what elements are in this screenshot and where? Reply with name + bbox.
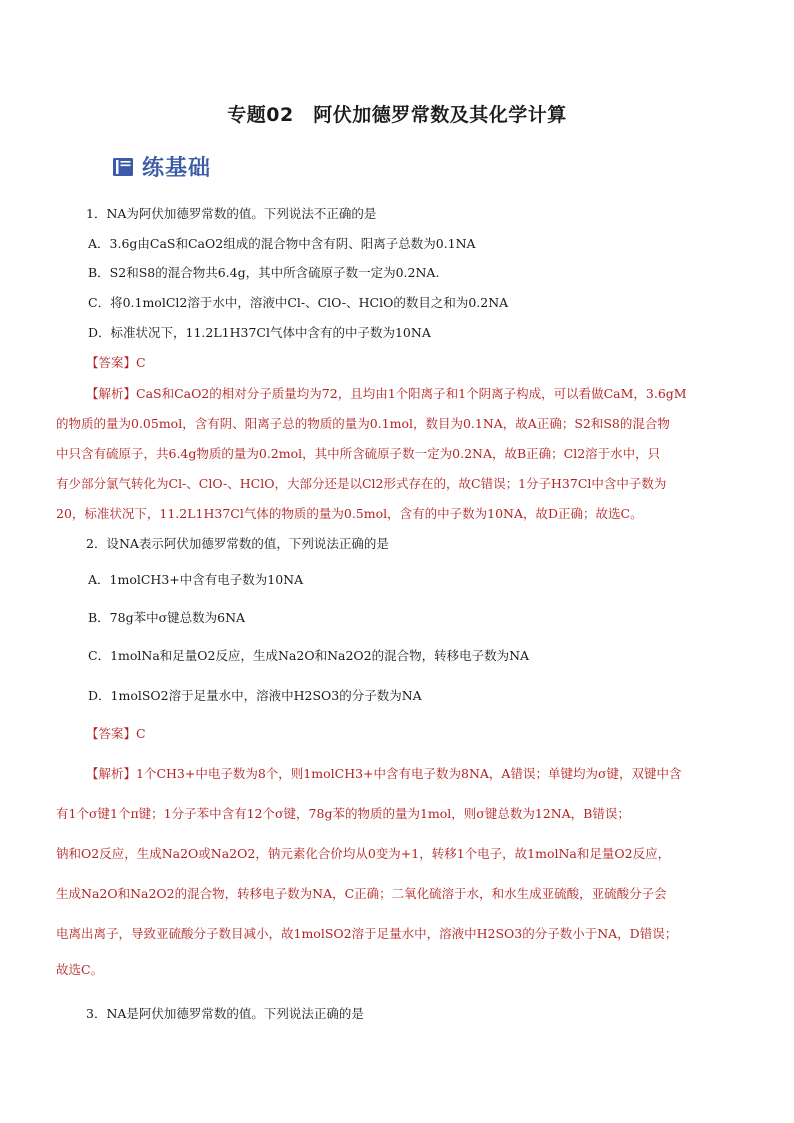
q1-answer: 【答案】C bbox=[86, 355, 146, 370]
q2-answer: 【答案】C bbox=[86, 726, 146, 741]
q2-explanation-line: 【解析】1个CH3+中电子数为8个，则1molCH3+中含有电子数为8NA，A错误；单键均为σ键，双键中含 bbox=[86, 766, 682, 781]
section-header bbox=[112, 151, 211, 182]
q2-stem: 2．设NA表示阿伏加德罗常数的值，下列说法正确的是 bbox=[86, 536, 389, 551]
q2-explanation-line: 故选C。 bbox=[56, 962, 104, 977]
q1-explanation-line: 20，标准状况下，11.2L1H37Cl气体的物质的量为0.5mol，含有的中子数为10NA，故D正确；故选C。 bbox=[56, 506, 643, 521]
q2-explanation-line: 生成Na2O和Na2O2的混合物，转移电子数为NA，C正确；二氧化硫溶于水，和水生成亚硫酸，亚硫酸分子会 bbox=[56, 886, 667, 901]
q3-stem: 3．NA是阿伏加德罗常数的值。下列说法正确的是 bbox=[86, 1006, 364, 1021]
q1-explanation-line: 有少部分氯气转化为Cl-、ClO-、HClO，大部分还是以Cl2形式存在的，故C错误；1分子H37Cl中含中子数为 bbox=[56, 476, 667, 491]
q2-option-c: C．1molNa和足量O2反应，生成Na2O和Na2O2的混合物，转移电子数为NA bbox=[88, 648, 530, 663]
q1-explanation-line: 的物质的量为0.05mol，含有阴、阳离子总的物质的量为0.1mol，数目为0.1NA，故A正确；S2和S8的混合物 bbox=[56, 416, 670, 431]
q1-explanation-line: 【解析】CaS和CaO2的相对分子质量均为72，且均由1个阳离子和1个阴离子构成，可以看做CaM，3.6gM bbox=[86, 386, 687, 401]
book-icon bbox=[112, 156, 134, 178]
q1-option-b: B．S2和S8的混合物共6.4g，其中所含硫原子数一定为0.2NA. bbox=[88, 265, 440, 280]
page-title: 专题02 阿伏加德罗常数及其化学计算 bbox=[227, 104, 567, 126]
q2-option-b: B．78g苯中σ键总数为6NA bbox=[88, 610, 246, 625]
q2-explanation-line: 电离出离子，导致亚硫酸分子数目减小，故1molSO2溶于足量水中，溶液中H2SO3的分子数小于NA，D错误； bbox=[56, 926, 678, 941]
section-label: 练基础 bbox=[142, 156, 212, 181]
q1-stem: 1．NA为阿伏加德罗常数的值。下列说法不正确的是 bbox=[86, 206, 377, 221]
q2-option-d: D．1molSO2溶于足量水中，溶液中H2SO3的分子数为NA bbox=[88, 688, 422, 703]
q2-explanation-line: 钠和O2反应，生成Na2O或Na2O2，钠元素化合价均从0变为+1，转移1个电子，故1molNa和足量O2反应， bbox=[56, 846, 671, 861]
q1-option-c: C．将0.1molCl2溶于水中，溶液中Cl-、ClO-、HClO的数目之和为0.2NA bbox=[88, 295, 509, 310]
q1-explanation-line: 中只含有硫原子，共6.4g物质的量为0.2mol，其中所含硫原子数一定为0.2NA，故B正确；Cl2溶于水中，只 bbox=[56, 446, 661, 461]
q1-option-a: A．3.6g由CaS和CaO2组成的混合物中含有阴、阳离子总数为0.1NA bbox=[88, 236, 476, 251]
q2-explanation-line: 有1个σ键1个π键；1分子苯中含有12个σ键，78g苯的物质的量为1mol，则σ键总数为12NA，B错误； bbox=[56, 806, 630, 821]
q1-option-d: D．标准状况下，11.2L1H37Cl气体中含有的中子数为10NA bbox=[88, 325, 431, 340]
q2-option-a: A．1molCH3+中含有电子数为10NA bbox=[88, 572, 304, 587]
